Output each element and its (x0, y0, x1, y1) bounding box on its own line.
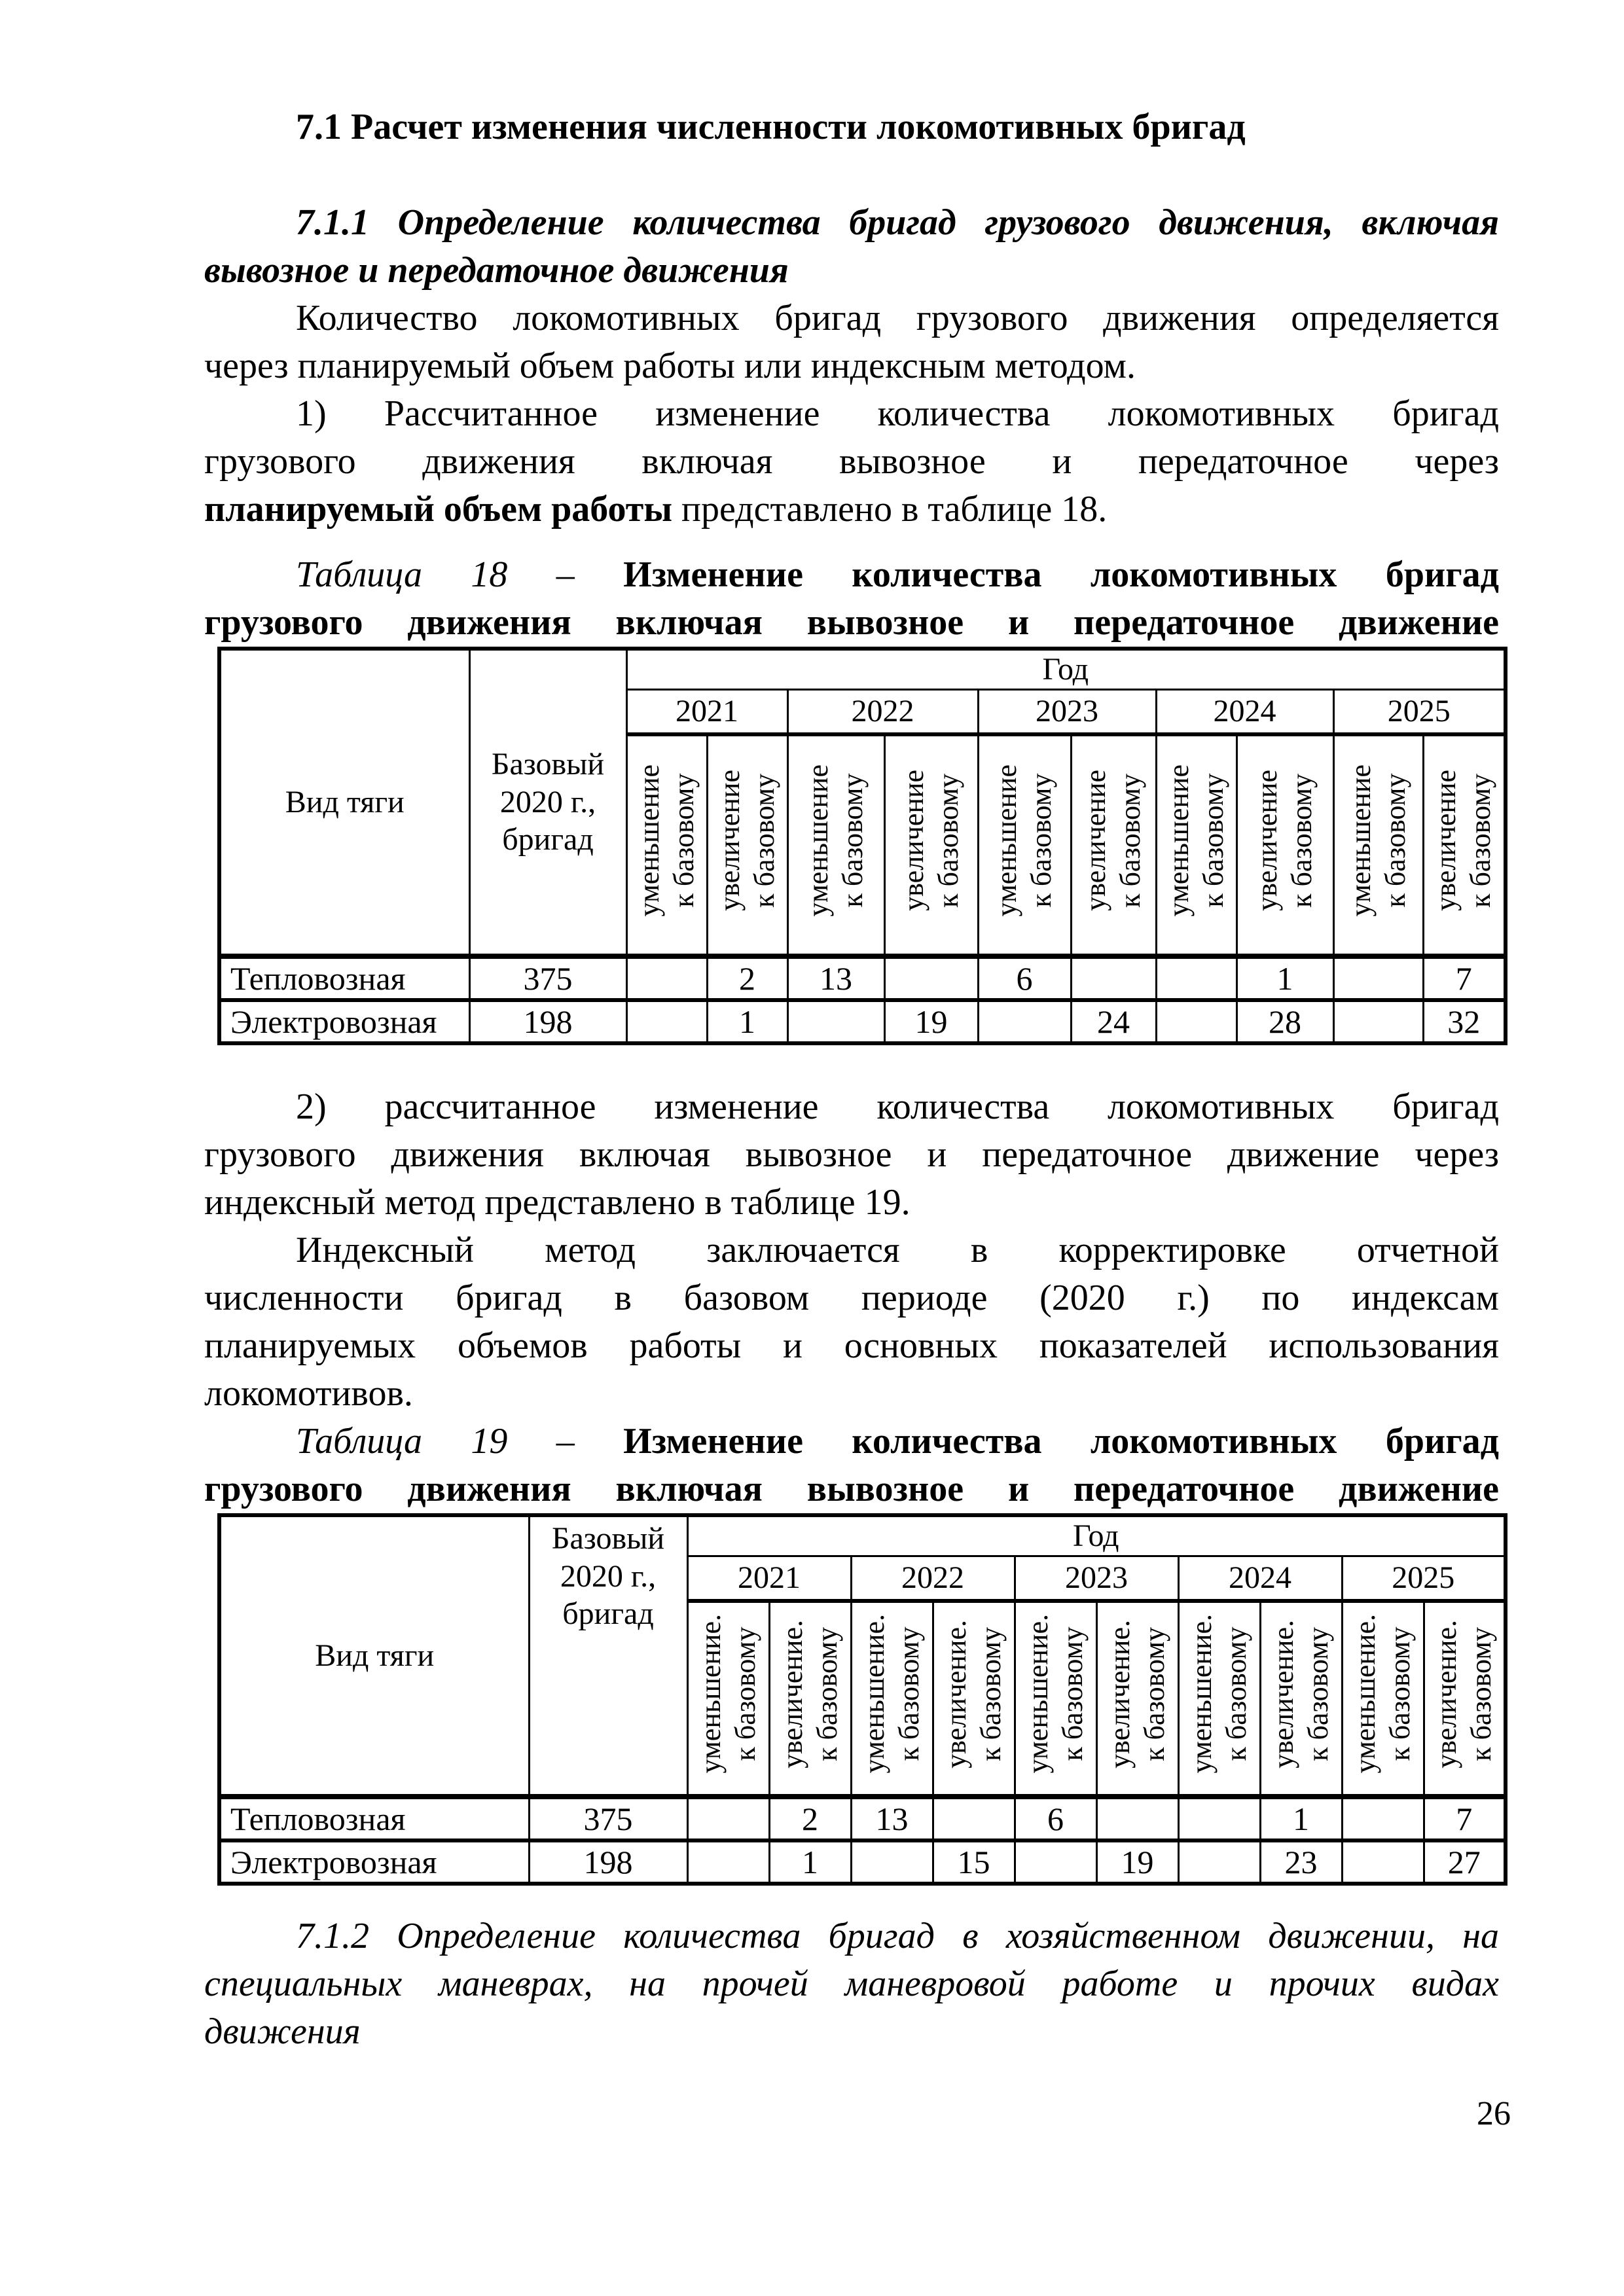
cell: 1 (769, 1840, 851, 1884)
rotated-header-decrease: уменьшение. к базовому (1342, 1601, 1424, 1797)
cell (626, 1000, 707, 1043)
text-line: Индексный метод заключается в корректировке отчетной (296, 1230, 1499, 1270)
heading-line: вывозное и передаточное движения (204, 250, 789, 291)
text-line: планируемых объемов работы и основных показателей использования (204, 1325, 1499, 1366)
caption-title: Изменение количества локомотивных бригад (623, 554, 1499, 595)
caption-number: Таблица 18 (296, 554, 508, 595)
text-line: 1) Рассчитанное изменение количества локомотивных бригад (296, 393, 1499, 434)
year-header-cell: 2021 (626, 689, 787, 734)
rotated-header-increase: увеличение к базовому (884, 734, 978, 956)
cell (933, 1797, 1015, 1840)
cell: 15 (933, 1840, 1015, 1884)
paragraph-3 (204, 1083, 1499, 1227)
cell (1096, 1797, 1178, 1840)
rotated-header-increase: увеличение. к базовому (1424, 1601, 1506, 1797)
cell (1342, 1797, 1424, 1840)
cell (1071, 956, 1156, 1000)
caption-line: грузового движения включая вывозное и передаточное движение (204, 602, 1499, 643)
cell: 7 (1424, 1797, 1506, 1840)
caption-title: Изменение количества локомотивных бригад (623, 1421, 1499, 1462)
table-header-row (219, 649, 1506, 689)
cell (1015, 1840, 1096, 1884)
paragraph-4 (204, 1227, 1499, 1418)
paragraph-2 (204, 390, 1499, 533)
caption-line (204, 551, 1499, 599)
cell: 24 (1071, 1000, 1156, 1043)
cell (978, 1000, 1071, 1043)
paragraph-1 (204, 295, 1499, 390)
year-header-cell: 2024 (1156, 689, 1333, 734)
heading-line: 7.1.2 Определение количества бригад в хозяйственном движении, на (296, 1916, 1499, 1956)
year-header-cell: 2022 (851, 1556, 1015, 1601)
text-line: численности бригад в базовом периоде (2020 г.) по индексам (204, 1278, 1499, 1318)
cell: 27 (1424, 1840, 1506, 1884)
caption-line (204, 1418, 1499, 1465)
row-label: Электровозная (219, 1000, 469, 1043)
caption-line: грузового движения включая вывозное и передаточное движение (204, 1469, 1499, 1509)
year-header-cell: 2025 (1333, 689, 1506, 734)
rotated-header-increase: увеличение. к базовому (769, 1601, 851, 1797)
cell (1333, 956, 1423, 1000)
rotated-header-decrease: уменьшение к базовому (1333, 734, 1423, 956)
text-line: через планируемый объем работы или индексным методом. (204, 346, 1136, 386)
rotated-header-decrease: уменьшение к базовому (787, 734, 884, 956)
text-line: индексный метод представлено в таблице 19. (204, 1182, 911, 1223)
text-line: Количество локомотивных бригад грузового движения определяется (296, 298, 1499, 338)
cell (1156, 956, 1236, 1000)
cell: 7 (1423, 956, 1506, 1000)
heading-7-1-text: 7.1 Расчет изменения численности локомотивных бригад (296, 107, 1246, 147)
text-line (204, 486, 1499, 533)
rotated-header-increase: увеличение к базовому (1423, 734, 1506, 956)
cell (626, 956, 707, 1000)
cell: 2 (707, 956, 787, 1000)
caption-dash: – (507, 1421, 624, 1462)
bold-phrase: планируемый объем работы (204, 489, 673, 529)
base-value: 198 (469, 1000, 626, 1043)
year-header-cell: 2023 (978, 689, 1156, 734)
caption-number: Таблица 19 (296, 1421, 508, 1462)
cell: 23 (1260, 1840, 1342, 1884)
cell: 1 (1236, 956, 1333, 1000)
cell: 2 (769, 1797, 851, 1840)
heading-7-1-2 (204, 1912, 1499, 2056)
rotated-header-increase: увеличение. к базовому (1260, 1601, 1342, 1797)
table-row (219, 1797, 1506, 1840)
caption-dash: – (507, 554, 624, 595)
header-base-2020: Базовый 2020 г., бригад (529, 1515, 687, 1797)
cell (884, 956, 978, 1000)
cell: 1 (707, 1000, 787, 1043)
heading-line: движения (204, 2011, 361, 2052)
rotated-header-decrease: уменьшение. к базовому (687, 1601, 769, 1797)
rotated-header-increase: увеличение к базовому (707, 734, 787, 956)
cell: 28 (1236, 1000, 1333, 1043)
rotated-header-increase: увеличение. к базовому (1096, 1601, 1178, 1797)
year-header-cell: 2024 (1178, 1556, 1342, 1601)
cell (851, 1840, 933, 1884)
cell (1342, 1840, 1424, 1884)
cell: 6 (1015, 1797, 1096, 1840)
cell: 32 (1423, 1000, 1506, 1043)
rotated-header-increase: увеличение к базовому (1071, 734, 1156, 956)
base-value: 375 (469, 956, 626, 1000)
heading-line: специальных маневрах, на прочей маневровой работе и прочих видах (204, 1964, 1499, 2004)
table-19 (217, 1513, 1507, 1886)
table-row (219, 1840, 1506, 1884)
table-19-caption (204, 1418, 1499, 1513)
rotated-header-decrease: уменьшение к базовому (978, 734, 1071, 956)
heading-7-1 (204, 103, 1499, 151)
cell: 1 (1260, 1797, 1342, 1840)
row-label: Тепловозная (219, 956, 469, 1000)
heading-7-1-1 (204, 199, 1499, 295)
text-line: грузового движения включая вывозное и передаточное через (204, 441, 1499, 482)
header-year-group: Год (626, 649, 1506, 689)
base-value: 375 (529, 1797, 687, 1840)
cell (787, 1000, 884, 1043)
cell: 13 (851, 1797, 933, 1840)
text-line: 2) рассчитанное изменение количества локомотивных бригад (296, 1086, 1499, 1127)
table-18-caption (204, 551, 1499, 647)
cell (1178, 1797, 1260, 1840)
rotated-header-decrease: уменьшение к базовому (1156, 734, 1236, 956)
header-year-group: Год (687, 1515, 1506, 1556)
cell: 19 (884, 1000, 978, 1043)
table-row (219, 1000, 1506, 1043)
base-value: 198 (529, 1840, 687, 1884)
row-label: Электровозная (219, 1840, 529, 1884)
year-header-cell: 2021 (687, 1556, 851, 1601)
header-traction-type: Вид тяги (219, 1515, 529, 1797)
year-header-cell: 2025 (1342, 1556, 1506, 1601)
cell: 6 (978, 956, 1071, 1000)
year-header-cell: 2023 (1015, 1556, 1178, 1601)
table-header-row (219, 1515, 1506, 1556)
row-label: Тепловозная (219, 1797, 529, 1840)
rotated-header-decrease: уменьшение. к базовому (1178, 1601, 1260, 1797)
header-traction-type: Вид тяги (219, 649, 469, 956)
rotated-header-increase: увеличение. к базовому (933, 1601, 1015, 1797)
cell: 19 (1096, 1840, 1178, 1884)
rotated-header-decrease: уменьшение. к базовому (851, 1601, 933, 1797)
year-header-cell: 2022 (787, 689, 978, 734)
rotated-header-increase: увеличение к базовому (1236, 734, 1333, 956)
cell (1178, 1840, 1260, 1884)
heading-line: 7.1.1 Определение количества бригад грузового движения, включая (296, 202, 1499, 243)
cell (1333, 1000, 1423, 1043)
rotated-header-decrease: уменьшение к базовому (626, 734, 707, 956)
text-line: локомотивов. (204, 1373, 413, 1414)
table-row (219, 956, 1506, 1000)
header-base-2020: Базовый 2020 г., бригад (469, 649, 626, 956)
cell: 13 (787, 956, 884, 1000)
cell (687, 1840, 769, 1884)
rotated-header-decrease: уменьшение. к базовому (1015, 1601, 1096, 1797)
page-number: 26 (1477, 2095, 1511, 2132)
cell (1156, 1000, 1236, 1043)
table-18 (217, 647, 1507, 1045)
text-line: грузового движения включая вывозное и передаточное движение через (204, 1134, 1499, 1175)
cell (687, 1797, 769, 1840)
text-span: представлено в таблице 18. (672, 489, 1108, 529)
